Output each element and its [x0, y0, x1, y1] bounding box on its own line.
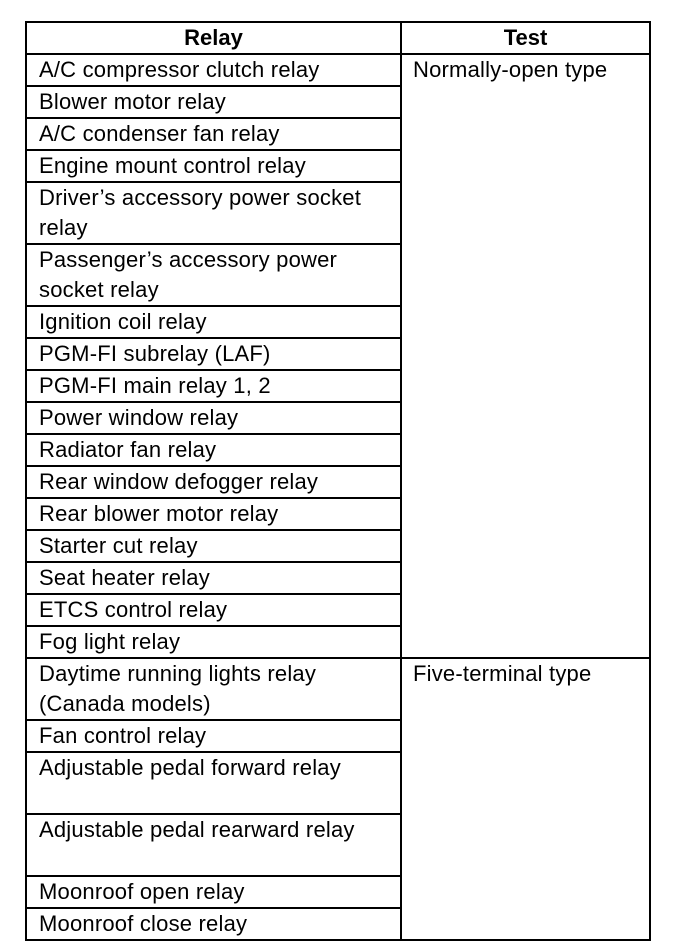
relay-cell: Moonroof close relay	[26, 908, 401, 940]
relay-test-table	[25, 21, 651, 941]
relay-cell: Ignition coil relay	[26, 306, 401, 338]
relay-cell: PGM-FI subrelay (LAF)	[26, 338, 401, 370]
test-type-five-terminal: Five-terminal type	[401, 658, 650, 940]
header-test: Test	[401, 22, 650, 54]
relay-cell: Rear blower motor relay	[26, 498, 401, 530]
relay-cell: Radiator fan relay	[26, 434, 401, 466]
relay-cell: Adjustable pedal rearward relay	[26, 814, 401, 876]
relay-cell: Power window relay	[26, 402, 401, 434]
table-row	[26, 658, 650, 720]
relay-cell: Moonroof open relay	[26, 876, 401, 908]
relay-cell: Fog light relay	[26, 626, 401, 658]
relay-cell: Rear window defogger relay	[26, 466, 401, 498]
header-relay: Relay	[26, 22, 401, 54]
relay-cell: A/C condenser fan relay	[26, 118, 401, 150]
relay-test-table-container	[25, 21, 649, 941]
relay-cell: Adjustable pedal forward relay	[26, 752, 401, 814]
relay-cell: Driver’s accessory power socket relay	[26, 182, 401, 244]
relay-cell: Starter cut relay	[26, 530, 401, 562]
relay-cell: Daytime running lights relay (Canada models)	[26, 658, 401, 720]
relay-cell: Seat heater relay	[26, 562, 401, 594]
relay-cell: PGM-FI main relay 1, 2	[26, 370, 401, 402]
relay-cell: Fan control relay	[26, 720, 401, 752]
table-row	[26, 54, 650, 86]
relay-cell: Blower motor relay	[26, 86, 401, 118]
test-type-normally-open: Normally-open type	[401, 54, 650, 658]
relay-cell: ETCS control relay	[26, 594, 401, 626]
relay-cell: Passenger’s accessory power socket relay	[26, 244, 401, 306]
relay-cell: Engine mount control relay	[26, 150, 401, 182]
header-row	[26, 22, 650, 54]
relay-cell: A/C compressor clutch relay	[26, 54, 401, 86]
